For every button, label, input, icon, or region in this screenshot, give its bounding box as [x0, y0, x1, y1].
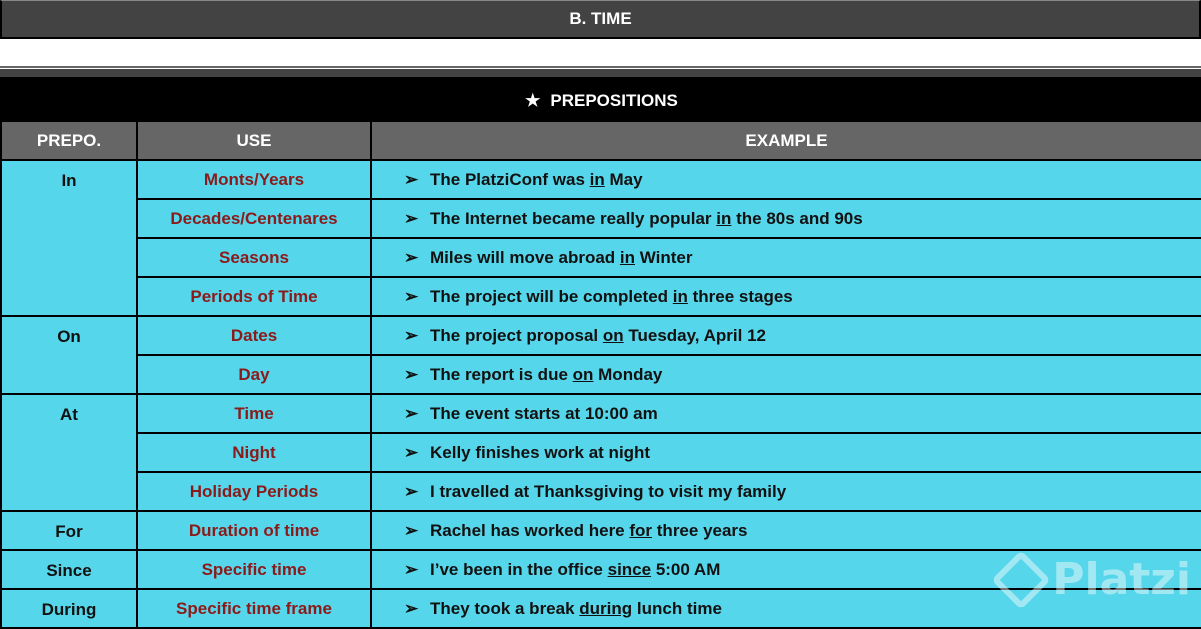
example-cell [371, 199, 1201, 238]
example-cell [371, 394, 1201, 433]
arrow-bullet-icon: ➢ [404, 169, 419, 189]
arrow-bullet-icon: ➢ [404, 520, 419, 540]
table-title-row [1, 80, 1201, 121]
table-row [1, 199, 1201, 238]
example-text: Kelly finishes work at night [430, 442, 651, 462]
example-cell [371, 355, 1201, 394]
example-text: The project proposal [430, 325, 603, 345]
use-cell: Dates [137, 316, 371, 355]
section-title [0, 0, 1201, 39]
arrow-bullet-icon: ➢ [404, 364, 419, 384]
example-text: I travelled at Thanksgiving to visit my family [430, 481, 787, 501]
star-icon: ★ [525, 90, 541, 110]
table-row [1, 433, 1201, 472]
section-title-text: B. TIME [569, 9, 632, 28]
table-row [1, 277, 1201, 316]
prepo-cell: In [1, 160, 137, 316]
example-cell [371, 277, 1201, 316]
example-text: The report is due [430, 364, 573, 384]
table-row [1, 472, 1201, 511]
arrow-bullet-icon: ➢ [404, 559, 419, 579]
example-text-after: Monday [593, 364, 663, 384]
example-cell [371, 433, 1201, 472]
platzi-logo-icon [992, 550, 1051, 609]
example-text: The event starts at 10:00 am [430, 403, 658, 423]
header-use: USE [137, 121, 371, 160]
arrow-bullet-icon: ➢ [404, 442, 419, 462]
use-cell: Seasons [137, 238, 371, 277]
example-keyword: during [579, 598, 633, 618]
watermark [1000, 554, 1191, 605]
use-cell: Night [137, 433, 371, 472]
watermark-text: Platzi [1052, 554, 1191, 605]
prepo-cell: During [1, 589, 137, 628]
use-cell: Holiday Periods [137, 472, 371, 511]
use-cell: Duration of time [137, 511, 371, 550]
example-text: Miles will move abroad [430, 247, 620, 267]
example-cell [371, 160, 1201, 199]
example-keyword: on [602, 325, 624, 345]
table-row [1, 355, 1201, 394]
example-text: Rachel has worked here [430, 520, 630, 540]
use-cell: Decades/Centenares [137, 199, 371, 238]
example-text: I’ve been in the office [430, 559, 608, 579]
example-keyword: in [672, 286, 688, 306]
example-cell [371, 472, 1201, 511]
arrow-bullet-icon: ➢ [404, 403, 419, 423]
example-text-after: lunch time [632, 598, 722, 618]
example-text: The Internet became really popular [430, 208, 717, 228]
example-text: The PlatziConf was [430, 169, 590, 189]
prepositions-table [0, 79, 1201, 629]
example-keyword: on [572, 364, 594, 384]
arrow-bullet-icon: ➢ [404, 247, 419, 267]
table-row [1, 394, 1201, 433]
example-text-after: the 80s and 90s [731, 208, 863, 228]
table-header-row [1, 121, 1201, 160]
table-row [1, 511, 1201, 550]
use-cell: Day [137, 355, 371, 394]
prepo-cell: For [1, 511, 137, 550]
example-keyword: for [629, 520, 653, 540]
table-title [1, 80, 1201, 121]
example-keyword: in [716, 208, 732, 228]
arrow-bullet-icon: ➢ [404, 286, 419, 306]
example-keyword: since [607, 559, 652, 579]
example-text-after: three years [652, 520, 748, 540]
prepo-cell: On [1, 316, 137, 394]
arrow-bullet-icon: ➢ [404, 598, 419, 618]
example-text-after: Tuesday, April 12 [623, 325, 766, 345]
use-cell: Periods of Time [137, 277, 371, 316]
example-text: They took a break [430, 598, 580, 618]
example-cell [371, 511, 1201, 550]
table-row [1, 160, 1201, 199]
use-cell: Time [137, 394, 371, 433]
prepo-cell: Since [1, 550, 137, 589]
arrow-bullet-icon: ➢ [404, 208, 419, 228]
example-text: The project will be completed [430, 286, 673, 306]
table-row [1, 316, 1201, 355]
use-cell: Monts/Years [137, 160, 371, 199]
divider [0, 66, 1201, 68]
arrow-bullet-icon: ➢ [404, 325, 419, 345]
example-keyword: in [589, 169, 605, 189]
use-cell: Specific time frame [137, 589, 371, 628]
example-cell [371, 316, 1201, 355]
table-title-text: PREPOSITIONS [550, 90, 678, 110]
example-text-after: May [604, 169, 643, 189]
example-text-after: Winter [635, 247, 693, 267]
header-prepo: PREPO. [1, 121, 137, 160]
prepo-cell: At [1, 394, 137, 511]
example-cell [371, 238, 1201, 277]
table-row [1, 238, 1201, 277]
arrow-bullet-icon: ➢ [404, 481, 419, 501]
divider-bar [0, 69, 1201, 79]
example-keyword: in [619, 247, 635, 267]
example-text-after: three stages [687, 286, 793, 306]
use-cell: Specific time [137, 550, 371, 589]
header-example: EXAMPLE [371, 121, 1201, 160]
example-text-after: 5:00 AM [651, 559, 721, 579]
